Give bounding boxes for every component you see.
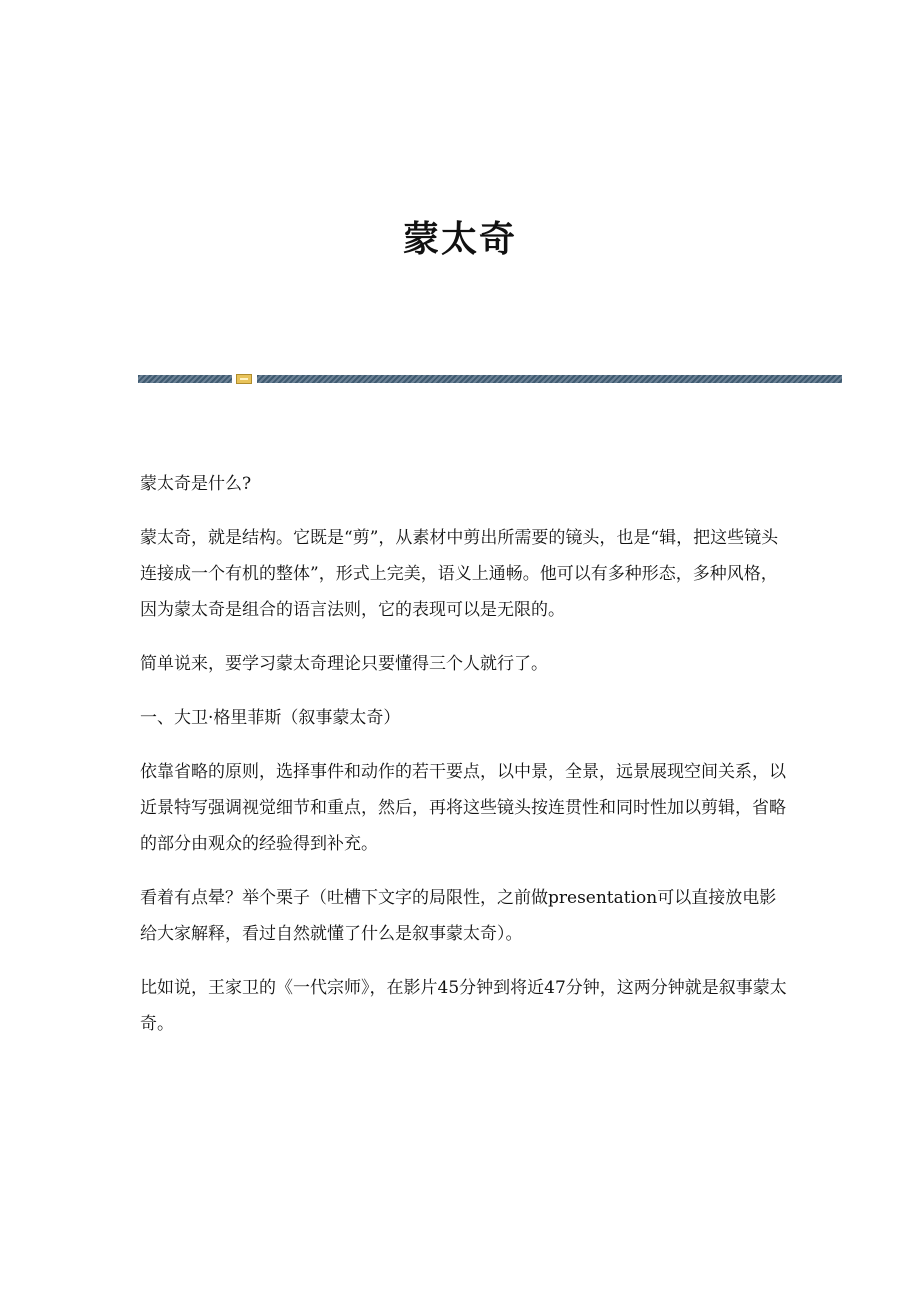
page-title: 蒙太奇 bbox=[402, 219, 517, 260]
paragraph-example: 比如说，王家卫的《一代宗师》，在影片45分钟到将近47分钟，这两分钟就是叙事蒙太奇。 bbox=[140, 978, 787, 1034]
divider-bar-left bbox=[138, 375, 232, 383]
document-body bbox=[140, 466, 790, 1060]
section-heading-griffith: 一、大卫·格里菲斯（叙事蒙太奇） bbox=[140, 708, 401, 728]
paragraph-summary: 简单说来，要学习蒙太奇理论只要懂得三个人就行了。 bbox=[140, 654, 548, 674]
title-divider bbox=[138, 374, 842, 384]
paragraph-definition: 蒙太奇，就是结构。它既是“剪”，从素材中剪出所需要的镜头，也是“辑，把这些镜头连接成一个有机的整体”，形式上完美，语义上通畅。他可以有多种形态，多种风格，因为蒙太奇是组合的语言法则，它的表现可以是无限的。 bbox=[140, 528, 779, 620]
divider-ornament-icon bbox=[236, 374, 252, 384]
paragraph-question: 蒙太奇是什么? bbox=[140, 474, 252, 494]
divider-bar-right bbox=[257, 375, 842, 383]
paragraph-example-intro: 看着有点晕？举个栗子（吐槽下文字的局限性，之前做presentation可以直接放电影给大家解释，看过自然就懂了什么是叙事蒙太奇）。 bbox=[140, 888, 777, 944]
paragraph-principle: 依靠省略的原则，选择事件和动作的若干要点，以中景，全景，远景展现空间关系，以近景特写强调视觉细节和重点，然后，再将这些镜头按连贯性和同时性加以剪辑，省略的部分由观众的经验得到补充。 bbox=[140, 762, 786, 854]
